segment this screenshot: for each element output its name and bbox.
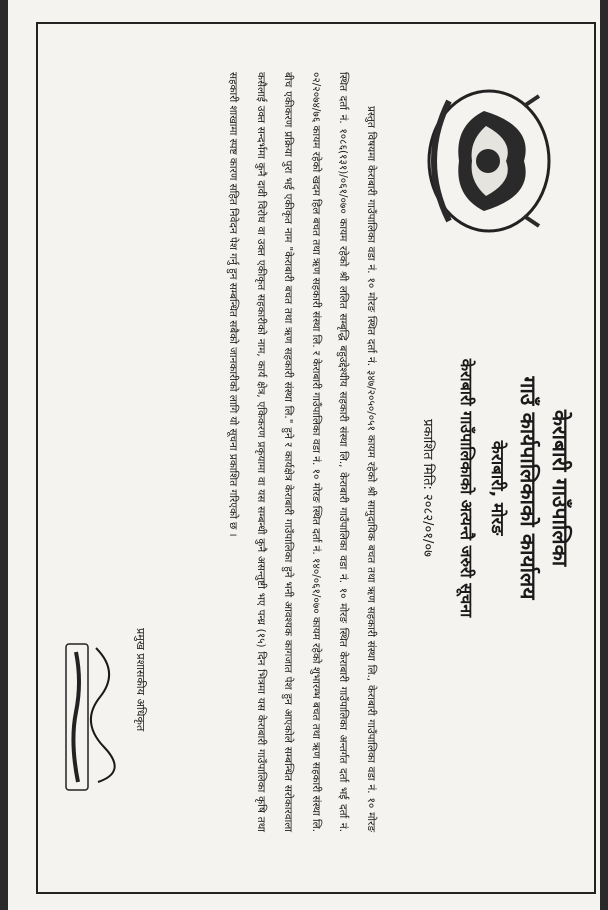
- rotated-notice: [42, 28, 582, 868]
- office-name: गाउँ कार्यपालिकाको कार्यालय: [516, 376, 540, 600]
- notice-title: केराबारी गाउँपालिकाको अत्यन्तै जरुरी सूचना: [457, 358, 476, 618]
- publish-date: प्रकाशित मिति: २०८२/०१/०७: [420, 419, 435, 557]
- paper-sheet: [8, 0, 600, 910]
- office-address: केराबारी, मोरङ: [487, 440, 507, 536]
- municipality-name: केराबारी गाउँपालिका: [548, 409, 572, 567]
- notice-body-text: प्रस्तुत विषयमा केराबारी गाउँपालिका वडा नं. १० मोरङ स्थित दर्ता नं. ३४७/२०५०/०५१ कायम रहेको श्री सामुदायिक बचत तथा ऋण सहकारी संस्था लि., केराबारी गाउँपालिका वडा नं. १० मोरङ स्थित दर्ता नं. १०८६(१३१)/०६१/०७० कायम रहेको श्री ललित सम्बृद्धि बहुउद्देश्यीय सहकारी संस्था लि., केराबारी गाउँपालिका वडा नं. १० मोरङ स्थित केराबारी गाउँपालिका अन्तर्गत दर्ता भई दर्ता नं. ०२/२०७४/७६ कायम रहेको खदम हिल बचत तथा ऋण सहकारी संस्था लि. र केराबारी गाउँपालिका वडा नं. १० मोरङ स्थित दर्ता नं. १४०/०६१/०७० कायम रहेको शुभारम्भ बचत तथा ऋण सहकारी संस्था लि. बीच एकीकरण प्रक्रिया पुरा भई एकीकृत नाम "केराबारी बचत तथा ऋण सहकारी संस्था लि." हुने र कार्यक्षेत्र केराबारी गाउँपालिका हुने भनी आवश्यक कागजात पेश हुन आएकोले सम्बन्धित सरोकारवाला कसैलाई उक्त सन्दर्भमा कुनै दावी विरोध वा उक्त एकीकृत सहकारीको नाम, कार्य क्षेत्र, एकिकरण प्रकृयामा वा यस सम्बन्धी कुनै असन्तुष्टी भए पन्ध्र (१५) दिन भित्रमा यस केराबारी गाउँपालिका कृषि तथा सहकारी शाखामा स्पष्ट कारण सहित निवेदन पेश गर्नु हुन सम्बन्धित सबैको जानकारीको लागि यो सूचना प्रकाशित गरिएको छ ।: [227, 72, 377, 832]
- notice-body: [219, 72, 384, 832]
- signatory-title: प्रमुख प्रशासकीय अधिकृत: [134, 628, 147, 732]
- signature-block: [54, 628, 150, 808]
- official-stamp: [60, 642, 126, 792]
